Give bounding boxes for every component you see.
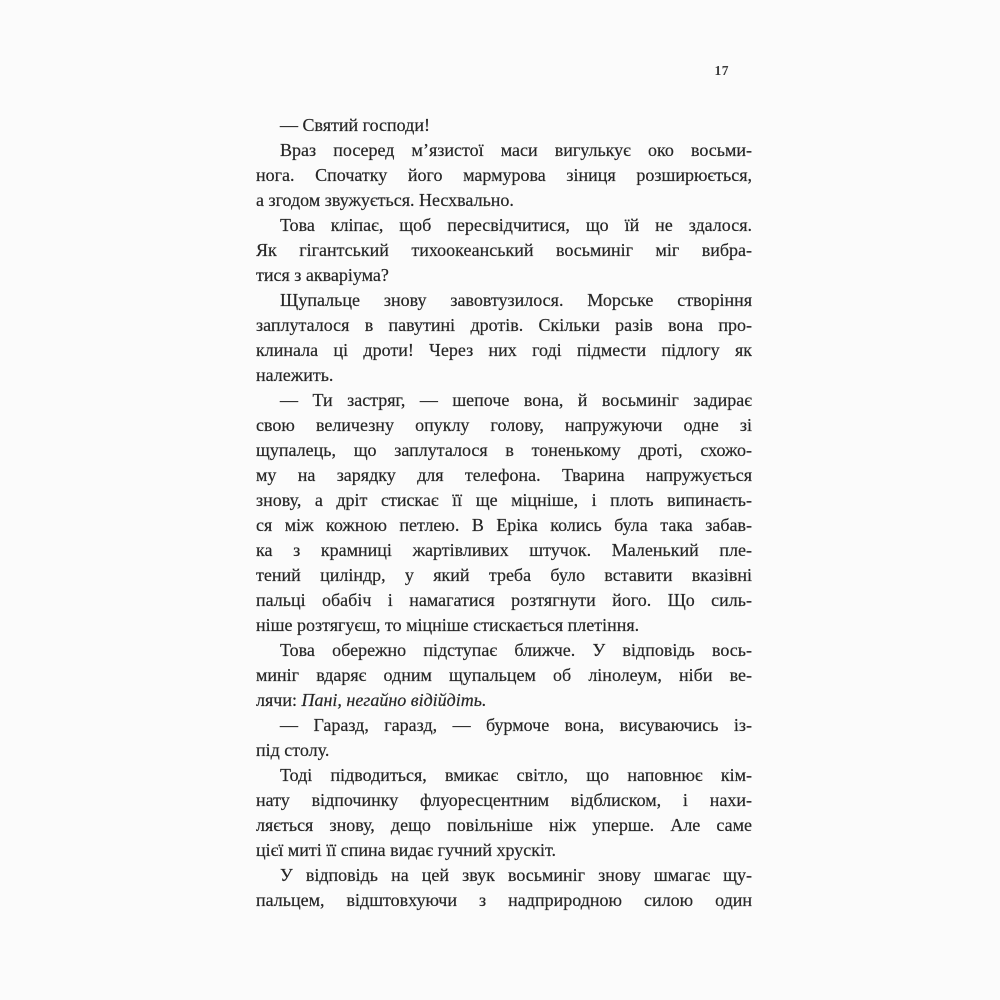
text-segment: — Ти застряг, — шепоче вона, й восьминіг задирає bbox=[280, 390, 752, 410]
text-line bbox=[256, 688, 752, 713]
text-segment: свою величезну опуклу голову, напружуючи одне зі bbox=[256, 415, 752, 435]
text-segment: під столу. bbox=[256, 740, 330, 760]
text-segment: а згодом звужується. Несхвально. bbox=[256, 190, 514, 210]
text-line bbox=[256, 663, 752, 688]
text-segment: ніше розтягуєш, то міцніше стискається плетіння. bbox=[256, 615, 640, 635]
text-line bbox=[256, 313, 752, 338]
text-segment: ляється знову, дещо повільніше ніж уперше. Але саме bbox=[256, 815, 752, 835]
text-line bbox=[256, 488, 752, 513]
text-line bbox=[256, 463, 752, 488]
text-segment: цієї миті її спина видає гучний хрускіт. bbox=[256, 840, 556, 860]
text-line bbox=[256, 213, 752, 238]
text-line bbox=[256, 138, 752, 163]
text-line bbox=[256, 638, 752, 663]
text-segment: ка з крамниці жартівливих штучок. Маленький пле- bbox=[256, 540, 752, 560]
text-line bbox=[256, 888, 752, 913]
text-line bbox=[256, 713, 752, 738]
text-segment: Това обережно підступає ближче. У відповідь вось- bbox=[280, 640, 752, 660]
text-line bbox=[256, 363, 752, 388]
text-line bbox=[256, 813, 752, 838]
text-segment: щупалець, що заплуталося в тоненькому дроті, схожо- bbox=[256, 440, 752, 460]
text-segment: — Святий господи! bbox=[280, 115, 430, 135]
text-segment: пальці обабіч і намагатися розтягнути його. Що силь- bbox=[256, 590, 752, 610]
text-line bbox=[256, 513, 752, 538]
text-segment: — Гаразд, гаразд, — бурмоче вона, висуваючись із- bbox=[280, 715, 752, 735]
text-segment: нога. Спочатку його мармурова зіниця розширюється, bbox=[256, 165, 752, 185]
page-text-block bbox=[256, 113, 752, 913]
text-line bbox=[256, 613, 752, 638]
text-line bbox=[256, 838, 752, 863]
text-line bbox=[256, 163, 752, 188]
text-segment: Як гігантський тихоокеанський восьминіг міг вибра- bbox=[256, 240, 752, 260]
text-segment: У відповідь на цей звук восьминіг знову шмагає щу- bbox=[280, 865, 752, 885]
text-segment: тений циліндр, у який треба було вставити вказівні bbox=[256, 565, 752, 585]
text-line bbox=[256, 238, 752, 263]
text-line bbox=[256, 413, 752, 438]
text-line bbox=[256, 288, 752, 313]
text-line bbox=[256, 388, 752, 413]
text-line bbox=[256, 113, 752, 138]
text-line bbox=[256, 738, 752, 763]
text-segment: миніг вдаряє одним щупальцем об лінолеум, ніби ве- bbox=[256, 665, 752, 685]
text-line bbox=[256, 263, 752, 288]
text-line bbox=[256, 563, 752, 588]
text-segment: тися з акваріума? bbox=[256, 265, 389, 285]
text-segment: нату відпочинку флуоресцентним відблиском, і нахи- bbox=[256, 790, 752, 810]
text-line bbox=[256, 763, 752, 788]
text-line bbox=[256, 863, 752, 888]
italic-phrase: Пані, негайно відійдіть. bbox=[301, 690, 487, 710]
text-segment: пальцем, відштовхуючи з надприродною силою один bbox=[256, 890, 752, 910]
text-line bbox=[256, 338, 752, 363]
text-segment: належить. bbox=[256, 365, 334, 385]
text-segment: Враз посеред м’язистої маси вигулькує око восьми- bbox=[280, 140, 752, 160]
text-line bbox=[256, 438, 752, 463]
page-number: 17 bbox=[714, 63, 729, 78]
text-line bbox=[256, 538, 752, 563]
text-segment: заплуталося в павутині дротів. Скільки разів вона про- bbox=[256, 315, 752, 335]
text-line bbox=[256, 588, 752, 613]
text-segment: лячи: bbox=[256, 690, 302, 710]
text-segment: ся між кожною петлею. В Еріка колись була така забав- bbox=[256, 515, 752, 535]
text-segment: клинала ці дроти! Через них годі підмести підлогу як bbox=[256, 340, 752, 360]
text-segment: знову, а дріт стискає її ще міцніше, і плоть випинаєть- bbox=[256, 490, 752, 510]
text-segment: му на зарядку для телефона. Тварина напружується bbox=[256, 465, 752, 485]
text-line bbox=[256, 188, 752, 213]
text-line bbox=[256, 788, 752, 813]
text-segment: Тоді підводиться, вмикає світло, що наповнює кім- bbox=[280, 765, 752, 785]
text-segment: Щупальце знову завовтузилося. Морське створіння bbox=[280, 290, 752, 310]
text-segment: Това кліпає, щоб пересвідчитися, що їй не здалося. bbox=[280, 215, 752, 235]
